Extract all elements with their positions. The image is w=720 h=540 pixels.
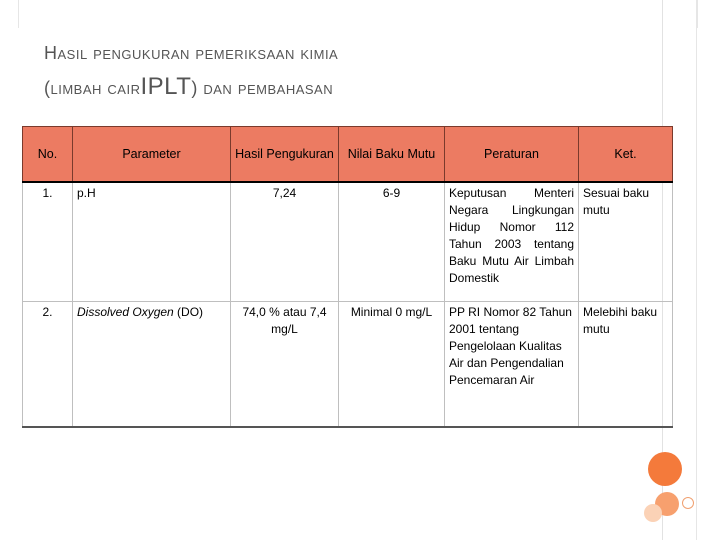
parameter-suffix: (DO) — [173, 305, 204, 319]
cell-hasil: 7,24 — [231, 182, 339, 302]
decorative-circle-large — [648, 452, 682, 486]
cell-hasil: 74,0 % atau 7,4 mg/L — [231, 302, 339, 428]
cell-no: 1. — [23, 182, 73, 302]
cell-ket: Sesuai baku mutu — [579, 182, 673, 302]
header-parameter: Parameter — [73, 127, 231, 183]
title-line-1: Hasil pengukuran pemeriksaan kimia — [44, 43, 339, 63]
title-line-2-part2: ) dan pembahasan — [191, 78, 334, 98]
cell-no: 2. — [23, 302, 73, 428]
header-ket: Ket. — [579, 127, 673, 183]
header-peraturan: Peraturan — [445, 127, 579, 183]
cell-nilai: 6-9 — [339, 182, 445, 302]
cell-parameter — [73, 182, 231, 302]
title-iplt: IPLT — [140, 73, 192, 100]
header-hasil-pengukuran: Hasil Pengukuran — [231, 127, 339, 183]
cell-ket: Melebihi baku mutu — [579, 302, 673, 428]
cell-parameter — [73, 302, 231, 428]
cell-nilai: Minimal 0 mg/L — [339, 302, 445, 428]
cell-peraturan: PP RI Nomor 82 Tahun 2001 tentang Pengelolaan Kualitas Air dan Pengendalian Pencemaran Air — [445, 302, 579, 428]
table-row — [23, 182, 673, 302]
results-table — [22, 126, 673, 428]
title-line-2 — [44, 70, 604, 105]
parameter-name: p.H — [77, 186, 96, 200]
decorative-ring — [682, 497, 694, 509]
table-row — [23, 302, 673, 428]
slide-frame-top — [18, 0, 698, 28]
slide-title — [44, 36, 604, 105]
cell-peraturan: Keputusan Menteri Negara Lingkungan Hidup Nomor 112 Tahun 2003 tentang Baku Mutu Air Limbah Domestik — [445, 182, 579, 302]
decorative-circle-small — [644, 504, 662, 522]
table-header-row — [23, 127, 673, 183]
header-nilai-baku-mutu: Nilai Baku Mutu — [339, 127, 445, 183]
title-line-2-part1: (limbah cair — [44, 78, 141, 98]
parameter-name: Dissolved Oxygen — [77, 305, 174, 319]
slide-frame-right — [696, 0, 697, 540]
header-no: No. — [23, 127, 73, 183]
